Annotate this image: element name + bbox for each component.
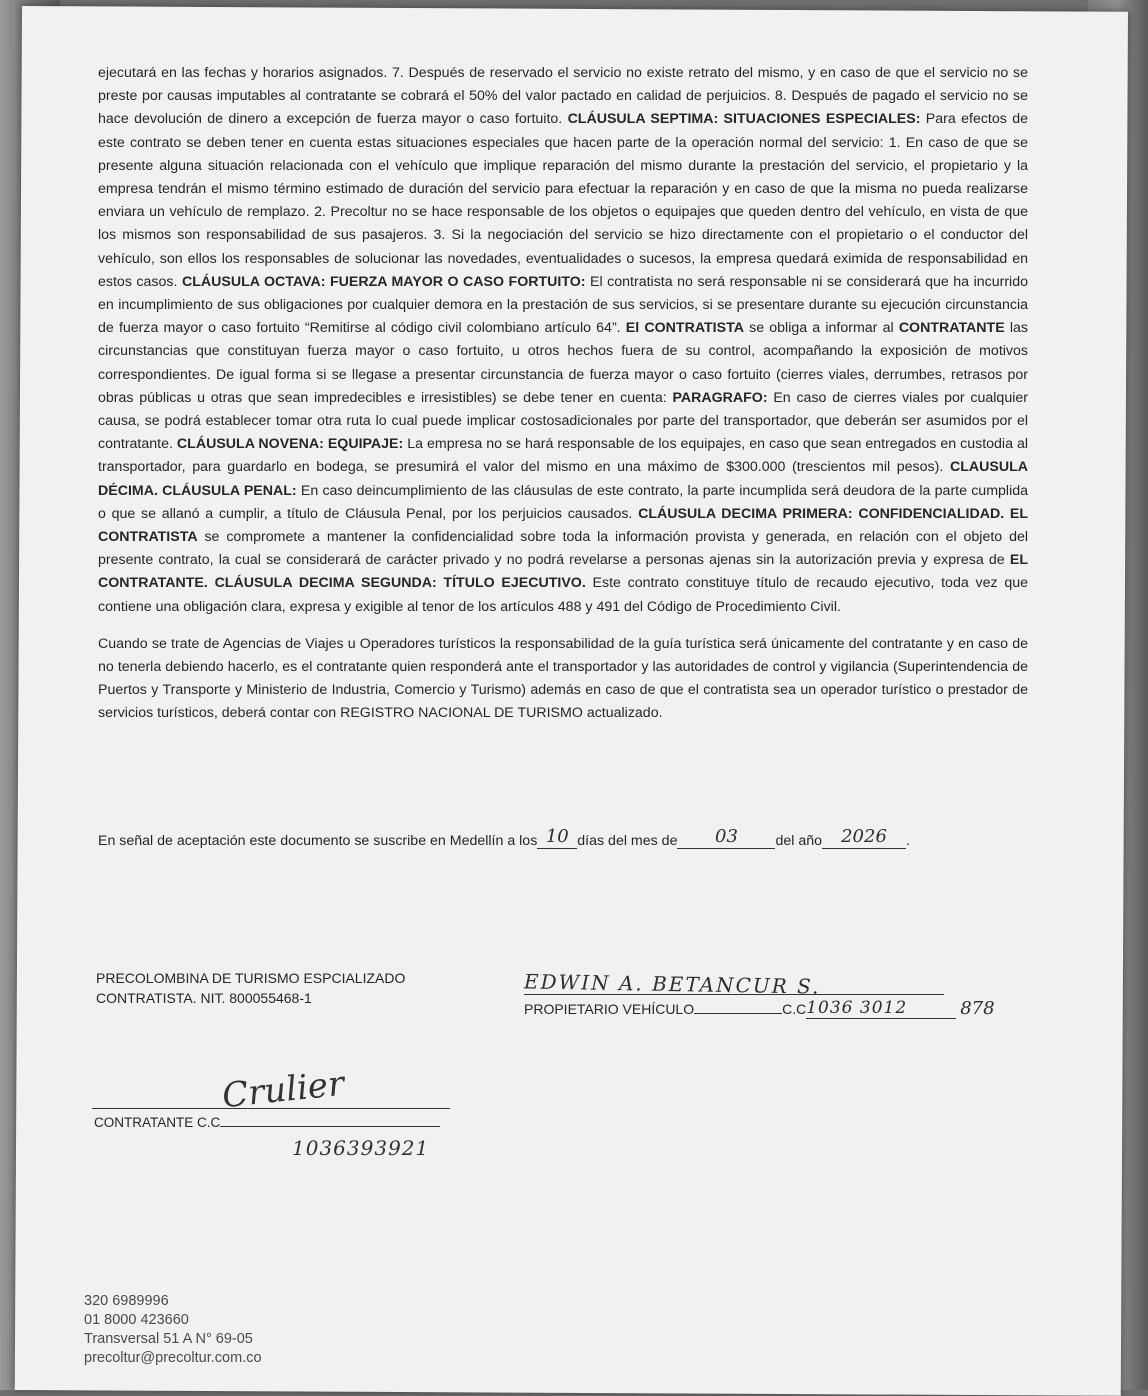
- acceptance-suffix: .: [906, 833, 910, 849]
- clause-heading: PARAGRAFO:: [672, 389, 768, 406]
- clause-text: se compromete a mantener la confidencialidad sobre toda la información provista y generada, en relación con el objeto del presente contrato, la cual se considerará de carácter privado y no podrá revelarse a personas ajenas sin la autorización previa y expresa de: [98, 529, 1028, 569]
- company-name: PRECOLOMBINA DE TURISMO ESPCIALIZADO: [96, 970, 406, 986]
- owner-blank-line: [694, 999, 782, 1014]
- clause-text: Este contrato constituye título de recaudo ejecutivo, toda vez que contiene una obligación clara, expresa y exigible al tenor de los artículos 488 y 491 del Código de Procedimiento Civil.: [98, 575, 1028, 615]
- owner-handwritten-name: EDWIN A. BETANCUR S.: [523, 969, 821, 999]
- clause-text: En caso deincumplimiento de las cláusulas de este contrato, la parte incumplida será deudora de la parte cumplida o que se allanó a cumplir, a título de Cláusula Penal, por los perjuicios causados.: [98, 482, 1028, 522]
- acceptance-statement: [98, 828, 998, 849]
- acceptance-year-text: del año: [775, 833, 823, 849]
- owner-cc-field[interactable]: 1036 3012: [806, 998, 956, 1019]
- acceptance-days-text: días del mes de: [577, 833, 678, 849]
- travel-agency-paragraph: Cuando se trate de Agencias de Viajes u Operadores turísticos la responsabilidad de la guía turística será únicamente del contratante y en caso de no tenerla debiendo hacerlo, es el contratante quien responderá ante el transportador y las autoridades de control y vigilancia (Superintendencia de Puertos y Transporte y Ministerio de Industria, Comercio y Turismo) además en caso de que el contratista sea un operador turístico o prestador de servicios turísticos, deberá contar con REGISTRO NACIONAL DE TURISMO actualizado.: [98, 635, 1028, 722]
- acceptance-prefix: En señal de aceptación este documento se suscribe en Medellín a los: [98, 833, 538, 849]
- clause-text: En caso de cierres viales por cualquier causa, se podrá establecer tomar otra ruta lo cual puede implicar costosadicionales por parte del transportador, que deberán ser asumidos por el contratante.: [98, 389, 1028, 453]
- footer-email[interactable]: precoltur@precoltur.com.co: [84, 1350, 262, 1366]
- footer-contact: [84, 1292, 262, 1368]
- clause-text: las circunstancias que constituyan fuerza mayor o caso fortuito, u otros hechos fuera de su control, acompañando la exposición de motivos correspondientes. De igual forma si se llegase a presentar circunstancia de fuerza mayor o caso fortuito (cierres viales, derrumbes, retrasos por obras públicas u otras que sean impredecibles e irresistibles) se debe tener en cuenta:: [98, 320, 1028, 406]
- clause-heading: CLÁUSULA NOVENA: EQUIPAJE:: [176, 436, 404, 453]
- contratante-signature: Crulier: [220, 1063, 347, 1117]
- year-field[interactable]: 2026: [822, 828, 906, 849]
- clause-heading: El CONTRATISTA: [625, 320, 744, 337]
- contract-clauses-paragraph: [98, 62, 1028, 619]
- clause-text: El contratista no será responsable ni se considerará que ha incurrido en incumplimiento de sus obligaciones por cualquier demora en la prestación de sus servicios, si se presentare durante su ejecución circunstancia de fuerza mayor o caso fortuito “Remitirse al código civil colombiano artículo 64”.: [98, 273, 1028, 337]
- clause-text: La empresa no se hará responsable de los equipajes, en caso que sean entregados en custodia al transportador, para guardarlo en bodega, se presumirá el valor del mismo en una máximo de $300.000 (trescientos mil pesos).: [98, 436, 1028, 476]
- contratante-cc-line: [220, 1112, 440, 1127]
- clause-heading: EL CONTRATANTE. CLÁUSULA DECIMA SEGUNDA: TÍTULO EJECUTIVO.: [98, 552, 1028, 592]
- contratante-cc-field[interactable]: 1036393921: [292, 1136, 430, 1160]
- contract-body: [98, 62, 1028, 726]
- clause-heading: CONTRATANTE: [898, 320, 1005, 337]
- clause-heading: CLÁUSULA SEPTIMA: SITUACIONES ESPECIALES:: [567, 111, 921, 128]
- footer-address: Transversal 51 A N° 69-05: [84, 1331, 253, 1347]
- clause-heading: CLÁUSULA DECIMA PRIMERA: CONFIDENCIALIDAD. EL CONTRATISTA: [98, 505, 1028, 546]
- clause-heading: CLÁUSULA OCTAVA: FUERZA MAYOR O CASO FORTUITO:: [181, 273, 586, 290]
- day-field[interactable]: 10: [537, 828, 577, 849]
- contratante-signature-line: [92, 1108, 450, 1109]
- clause-heading: CLAUSULA DÉCIMA. CLÁUSULA PENAL:: [98, 459, 1028, 499]
- contratante-label-row: [94, 1112, 440, 1130]
- owner-label: PROPIETARIO VEHÍCULO: [524, 1001, 695, 1017]
- owner-cc-extra-digits: 878: [960, 998, 995, 1019]
- footer-toll-free: 01 8000 423660: [84, 1312, 189, 1328]
- company-nit: CONTRATISTA. NIT. 800055468-1: [96, 990, 312, 1006]
- month-field[interactable]: 03: [677, 828, 775, 849]
- owner-label-row: [524, 998, 995, 1019]
- contractor-block: [96, 968, 405, 1008]
- clause-text: Para efectos de este contrato se deben tener en cuenta estas situaciones especiales que hacen parte de la operación normal del servicio: 1. En caso de que se presente alguna situación relacionada con el vehículo que implique reparación del mismo durante la prestación del servicio, el propietario y la empresa tendrán el mismo término estimado de duración del servicio para efectuar la reparación y en caso de que la misma no pueda realizarse enviara un vehículo de remplazo. 2. Precoltur no se hace responsable de los objetos o equipajes que queden dentro del vehículo, en vista de que los mismos son responsabilidad de sus pasajeros. 3. Si la negociación del servicio se hizo directamente con el propietario o el conductor del vehículo, son ellos los responsables de solucionar las novedades, eventualidades o sucesos, la empresa quedará eximida de responsabilidad en estos casos.: [98, 111, 1028, 290]
- owner-cc-label: C.C: [782, 1001, 807, 1017]
- owner-signature-line: [524, 994, 944, 995]
- footer-phone: 320 6989996: [84, 1293, 169, 1309]
- clause-text: se obliga a informar al: [743, 320, 899, 337]
- contratante-label: CONTRATANTE C.C: [94, 1115, 221, 1130]
- clause-text: ejecutará en las fechas y horarios asignados. 7. Después de reservado el servicio no existe retrato del mismo, y en caso de que el servicio no se preste por causas imputables al contratante se cobrará el 50% del valor pactado en calidad de perjuicios. 8. Después de pagado el servicio no se hace devolución de dinero a excepción de fuerza mayor o caso fortuito.: [98, 65, 1028, 128]
